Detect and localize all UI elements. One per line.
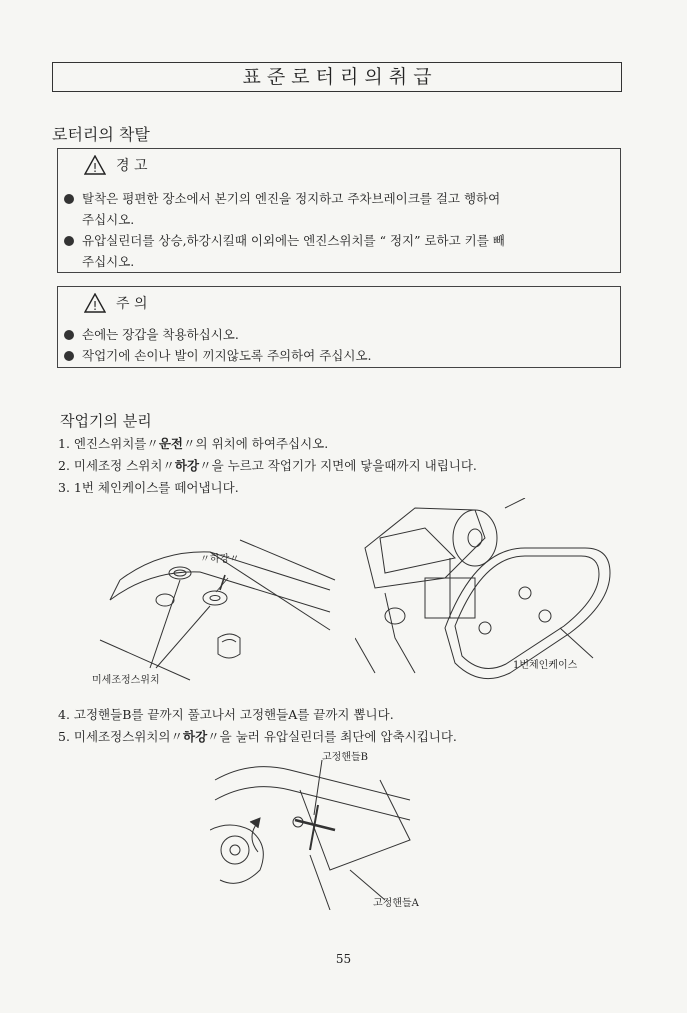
handle-b-label: 고정핸들B [322, 752, 368, 763]
section-heading-removal: 작업기의 분리 [60, 412, 152, 430]
caution-item: 작업기에 손이나 발이 끼지않도록 주의하여 주십시오. [64, 346, 372, 364]
caution-header [84, 293, 148, 313]
warning-item: 유압실린더를 상승,하강시킬때 이외에는 엔진스위치를 “ 정지” 로하고 키를 빼 [64, 231, 505, 249]
caution-item: 손에는 장갑을 착용하십시오. [64, 325, 239, 343]
warning-item-cont: 주십시오. [82, 212, 135, 227]
warning-item-cont: 주십시오. [82, 254, 135, 269]
caution-label: 주 의 [116, 296, 148, 312]
handle-a-label: 고정핸들A [373, 898, 419, 909]
warning-box [57, 148, 621, 273]
warning-icon [84, 155, 106, 175]
fixing-handle-figure [210, 760, 430, 910]
switch-label: 미세조정스위치 [92, 675, 160, 686]
caution-box [57, 286, 621, 368]
step-2: 2. 미세조정 스위치〃하강〃을 누르고 작업기가 지면에 닿을때까지 내립니다. [58, 458, 477, 473]
step-4: 4. 고정핸들B를 끝까지 풀고나서 고정핸들A를 끝까지 뽑니다. [58, 707, 394, 722]
svg-text:!: ! [92, 299, 98, 313]
step-5: 5. 미세조정스위치의〃하강〃을 눌러 유압실린더를 최단에 압축시킵니다. [58, 729, 457, 744]
step-1: 1. 엔진스위치를〃운전〃의 위치에 하여주십시오. [58, 436, 329, 451]
warning-label: 경 고 [116, 158, 148, 174]
caution-icon [84, 293, 106, 313]
warning-item: 탈착은 평편한 장소에서 본기의 엔진을 정지하고 주차브레이크를 걸고 행하여 [64, 189, 500, 207]
step-3: 3. 1번 체인케이스를 떼어냅니다. [58, 480, 239, 495]
bullet-icon [64, 330, 74, 340]
page-title: 표 준 로 터 리 의 취 급 [52, 62, 622, 92]
section-heading-detach: 로터리의 착탈 [52, 125, 150, 144]
bullet-icon [64, 194, 74, 204]
lower-label: 〃하강〃 [200, 554, 240, 565]
warning-header [84, 155, 148, 175]
svg-text:!: ! [92, 161, 98, 175]
chain-case-label: 1번체인케이스 [513, 660, 578, 671]
bullet-icon [64, 351, 74, 361]
page-number: 55 [335, 952, 352, 966]
switch-panel-figure [90, 520, 340, 690]
bullet-icon [64, 236, 74, 246]
